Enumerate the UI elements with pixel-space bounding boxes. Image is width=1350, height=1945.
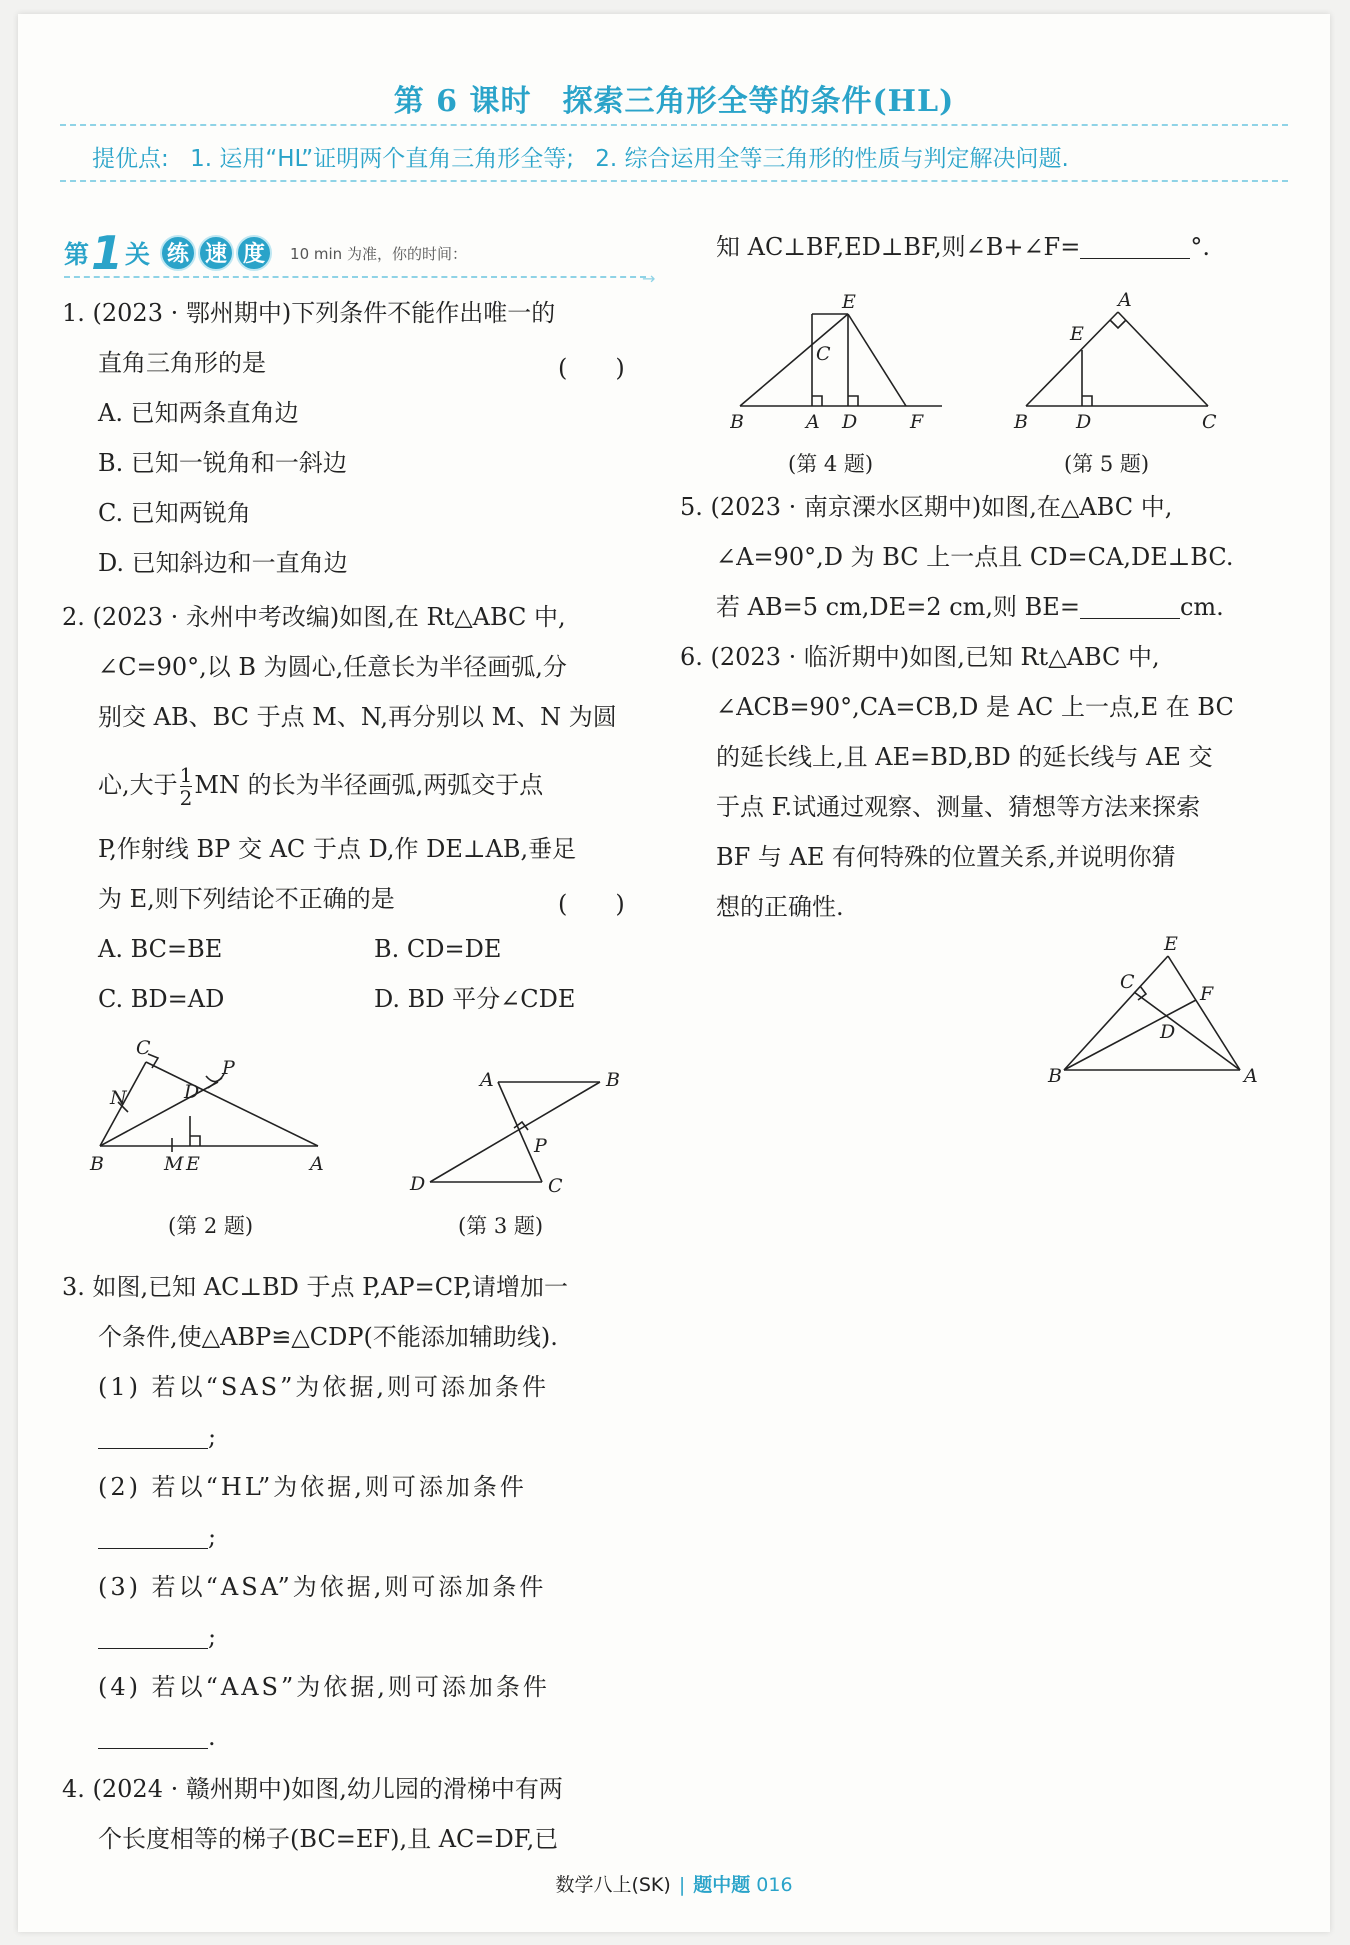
q2-line-3: 别交 AB、BC 于点 M、N,再分别以 M、N 为圆 [98,703,617,731]
fig6-label: B [1048,1065,1062,1087]
figure-q5 [998,278,1238,438]
q1-line-1: 1. (2023 · 鄂州期中)下列条件不能作出唯一的 [62,299,556,327]
q4-line-2: 个长度相等的梯子(BC=EF),且 AC=DF,已 [98,1825,559,1853]
q2-option-b[interactable]: B. CD=DE [374,935,502,963]
q2-option-a[interactable]: A. BC=BE [98,935,223,963]
fig6-label: C [1120,971,1135,993]
q1-option-c[interactable]: C. 已知两锐角 [98,499,251,527]
stage-badge [160,235,272,271]
answer-blank[interactable] [98,1625,208,1649]
fraction [180,764,193,809]
stage-suffix: 关 [125,240,151,269]
q2-line-6: 为 E,则下列结论不正确的是 [98,885,395,913]
badge-char: 度 [236,235,272,271]
right-angle-a [812,396,822,406]
q5-line-2: ∠A=90°,D 为 BC 上一点且 CD=CA,DE⊥BC. [716,543,1234,571]
lesson-title: 第 6 课时 探索三角形全等的条件(HL) [393,84,955,119]
q1-answer-paren[interactable]: ( ) [558,354,625,382]
q2-line-4b: MN 的长为半径画弧,两弧交于点 [194,771,544,799]
segment-ea [1168,956,1240,1070]
fig4-label: B [730,411,744,433]
arrow-icon: → [642,269,656,288]
q2-answer-paren[interactable]: ( ) [558,890,625,918]
fig5-label: C [1202,411,1217,433]
fig6-label: A [1244,1065,1258,1087]
segment-bf [1064,1000,1196,1070]
figure-q3 [402,1054,642,1194]
q4-line-3a: 知 AC⊥BF,ED⊥BF,则∠B+∠F= [716,233,1081,261]
q3-sub-1: (1) 若以“SAS”为依据,则可添加条件 [98,1373,550,1401]
q3-sub-2: (2) 若以“HL”为依据,则可添加条件 [98,1473,527,1501]
fig4-label: F [910,411,924,433]
fig4-caption: (第 4 题) [788,452,874,476]
fig4-label: E [842,291,856,313]
page-footer [18,1870,1330,1897]
tip-item-1: 1. 运用“HL”证明两个直角三角形全等; [190,146,574,172]
q6-line-1: 6. (2023 · 临沂期中)如图,已知 Rt△ABC 中, [680,643,1160,671]
fig3-label: C [548,1175,563,1194]
tip-bottom-divider [60,180,1288,182]
fig2-label: N [110,1087,127,1109]
q4-line-1: 4. (2024 · 赣州期中)如图,幼儿园的滑梯中有两 [62,1775,563,1803]
q6-line-5: BF 与 AE 有何特殊的位置关系,并说明你猜 [716,843,1176,871]
q2-option-d[interactable]: D. BD 平分∠CDE [374,985,576,1013]
fig3-label: D [410,1173,426,1194]
footer-separator: | [678,1874,686,1896]
right-angle-a [1110,320,1126,328]
q2-line-2: ∠C=90°,以 B 为圆心,任意长为半径画弧,分 [98,653,567,681]
semicolon: ; [208,1523,217,1551]
stage-number: 1 [91,226,124,280]
q2-line-5: P,作射线 BP 交 AC 于点 D,作 DE⊥AB,垂足 [98,835,577,863]
fig2-label: P [222,1057,235,1079]
q3-answer-2 [98,1522,216,1552]
q3-line-1: 3. 如图,已知 AC⊥BD 于点 P,AP=CP,请增加一 [62,1273,568,1301]
stage-divider [64,276,646,278]
answer-blank[interactable] [98,1725,208,1749]
q5-line-1: 5. (2023 · 南京溧水区期中)如图,在△ABC 中, [680,493,1173,521]
stage-prefix: 第 [64,240,90,269]
fig5-label: E [1070,323,1084,345]
q6-line-2: ∠ACB=90°,CA=CB,D 是 AC 上一点,E 在 BC [716,693,1234,721]
segment-ac [498,1082,542,1182]
fraction-numerator: 1 [179,763,193,787]
segment-ef [848,314,906,406]
q1-option-b[interactable]: B. 已知一锐角和一斜边 [98,449,347,477]
q2-option-c[interactable]: C. BD=AD [98,985,225,1013]
fig3-label: A [480,1069,494,1091]
fig6-label: F [1200,983,1214,1005]
answer-blank[interactable] [98,1525,208,1549]
fig4-label: A [806,411,820,433]
answer-blank[interactable] [1080,595,1180,619]
q3-answer-3 [98,1622,216,1652]
q6-line-4: 于点 F.试通过观察、测量、猜想等方法来探索 [716,793,1201,821]
fig5-label: D [1076,411,1092,433]
q2-line-1: 2. (2023 · 永州中考改编)如图,在 Rt△ABC 中, [62,603,566,631]
figure-q6 [1034,928,1274,1098]
q1-option-a[interactable]: A. 已知两条直角边 [98,399,299,427]
segment-be [1064,956,1168,1070]
fig3-label: B [606,1069,620,1091]
fig2-label: A [310,1153,324,1174]
q3-answer-4 [98,1722,216,1752]
footer-brand: 题中题 [693,1874,751,1896]
q5-line-3b: cm. [1179,593,1224,621]
fig5-label: B [1014,411,1028,433]
stage-header [64,227,467,279]
fig2-caption: (第 2 题) [168,1214,254,1238]
q3-sub-4: (4) 若以“AAS”为依据,则可添加条件 [98,1673,550,1701]
fig6-label: D [1160,1021,1176,1043]
segment-ac [1118,312,1208,406]
q3-answer-1 [98,1422,216,1452]
tip-item-2: 2. 综合运用全等三角形的性质与判定解决问题. [595,146,1069,172]
q4-line-3 [716,232,1210,262]
fig2-label: E [186,1153,200,1174]
tip-top-divider [60,124,1288,126]
q6-line-6: 想的正确性. [716,893,844,921]
fraction-denominator: 2 [179,786,193,810]
fig2-label: D [184,1081,200,1103]
q2-line-4a: 心,大于 [98,771,178,799]
fig4-label: C [816,343,831,365]
fig6-label: E [1164,933,1178,955]
footer-book: 数学八上(SK) [555,1874,671,1896]
segment-bd [430,1082,600,1182]
right-angle-d [1082,396,1092,406]
badge-char: 速 [198,235,234,271]
fig3-label: P [534,1135,547,1157]
period: . [208,1723,216,1751]
semicolon: ; [208,1623,217,1651]
fig2-label: M [164,1153,184,1174]
segment-be [740,314,848,406]
figure-q2 [88,1034,348,1174]
q2-line-4 [98,764,543,809]
q4-line-3b: °. [1190,233,1210,261]
badge-char: 练 [160,235,196,271]
tip-row [92,140,1083,173]
fig3-caption: (第 3 题) [458,1214,544,1238]
fig4-label: D [842,411,858,433]
q6-line-3: 的延长线上,且 AE=BD,BD 的延长线与 AE 交 [716,743,1213,771]
q1-option-d[interactable]: D. 已知斜边和一直角边 [98,549,348,577]
q3-sub-3: (3) 若以“ASA”为依据,则可添加条件 [98,1573,547,1601]
q1-line-2: 直角三角形的是 [98,349,266,377]
q3-line-2: 个条件,使△ABP≌△CDP(不能添加辅助线). [98,1323,558,1351]
q5-line-3 [716,592,1224,622]
fig2-label: B [90,1153,104,1174]
figure-q4 [730,278,960,438]
fig2-label: C [136,1037,151,1059]
fig5-label: A [1118,289,1132,311]
fig5-caption: (第 5 题) [1064,452,1150,476]
footer-page-number: 016 [756,1874,793,1896]
answer-blank[interactable] [1080,235,1190,259]
timer-text: 10 min 为准，你的时间： [290,244,467,263]
tip-label: 提优点: [92,146,169,172]
right-angle-d [848,396,858,406]
segment-ca [1134,992,1240,1070]
q5-line-3a: 若 AB=5 cm,DE=2 cm,则 BE= [716,593,1080,621]
semicolon: ; [208,1423,217,1451]
right-angle-e [190,1136,200,1146]
worksheet-page [18,14,1330,1932]
answer-blank[interactable] [98,1425,208,1449]
